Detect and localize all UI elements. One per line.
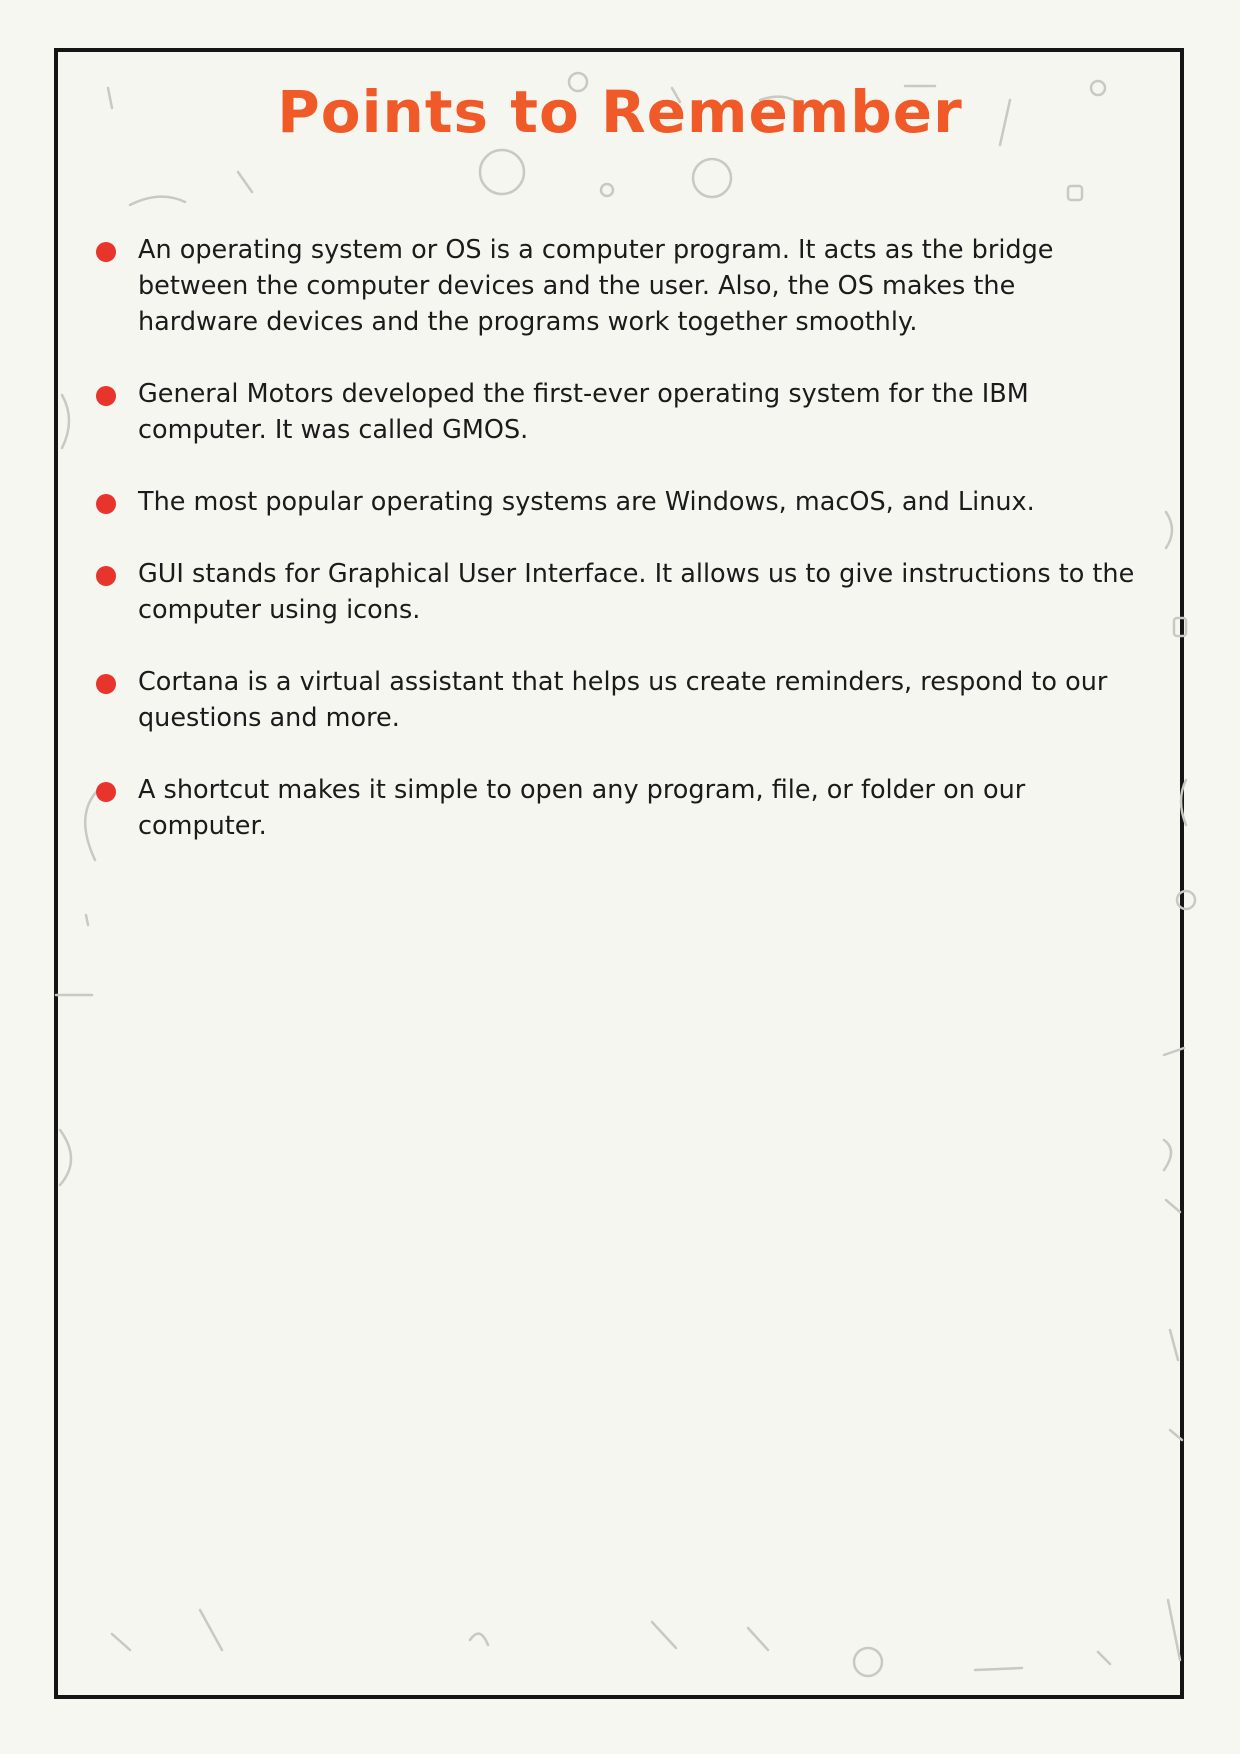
point-text: An operating system or OS is a computer program. It acts as the bridge between the computer devices and the user. Also, the OS makes the hardware devices and the programs work together smoothly.	[138, 235, 1054, 337]
list-item	[96, 484, 1136, 520]
page-title: Points to Remember	[277, 78, 963, 146]
bullet-dot-icon	[96, 782, 116, 802]
point-text: GUI stands for Graphical User Interface. It allows us to give instructions to the computer using icons.	[138, 559, 1135, 625]
point-text: A shortcut makes it simple to open any program, file, or folder on our computer.	[138, 775, 1026, 841]
list-item	[96, 232, 1136, 340]
point-text: The most popular operating systems are Windows, macOS, and Linux.	[138, 487, 1035, 517]
list-item	[96, 664, 1136, 736]
list-item	[96, 376, 1136, 448]
bullet-dot-icon	[96, 242, 116, 262]
list-item	[96, 556, 1136, 628]
bullet-dot-icon	[96, 566, 116, 586]
list-item	[96, 772, 1136, 844]
point-text: Cortana is a virtual assistant that helps us create reminders, respond to our questions and more.	[138, 667, 1108, 733]
point-text: General Motors developed the first-ever operating system for the IBM computer. It was called GMOS.	[138, 379, 1029, 445]
points-list	[96, 232, 1136, 880]
bullet-dot-icon	[96, 386, 116, 406]
bullet-dot-icon	[96, 494, 116, 514]
bullet-dot-icon	[96, 674, 116, 694]
